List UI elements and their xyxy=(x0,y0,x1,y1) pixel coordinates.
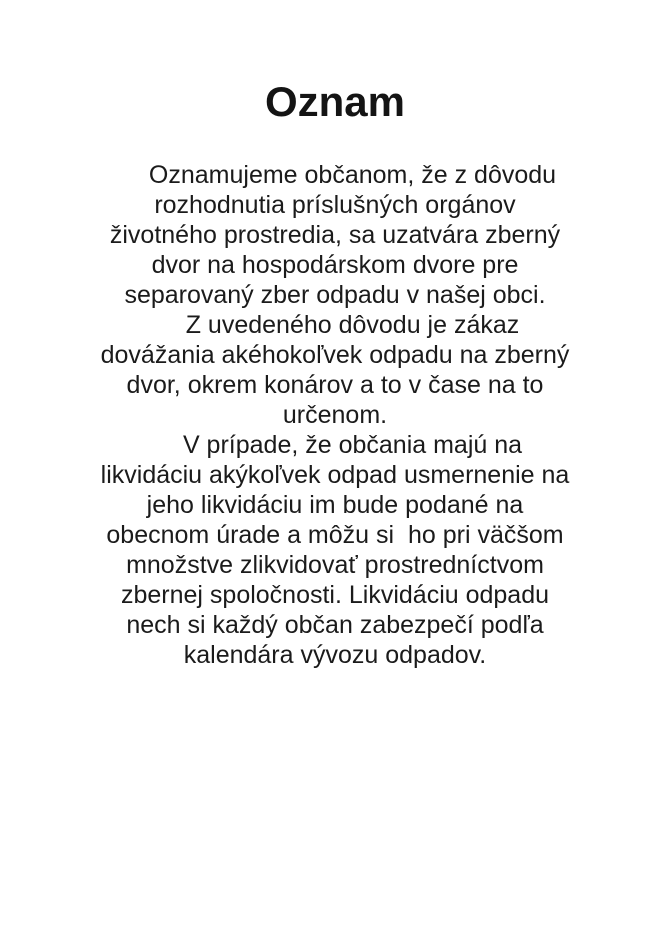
text-line: množstve zlikvidovať prostredníctvom xyxy=(126,551,544,579)
text-line: dvor, okrem konárov a to v čase na to xyxy=(126,371,544,399)
text-line: obecnom úrade a môžu si ho pri väčšom xyxy=(106,521,564,549)
text-line: V prípade, že občania majú na xyxy=(182,431,523,459)
text-line: kalendára vývozu odpadov. xyxy=(183,641,487,669)
text-line: Z uvedeného dôvodu je zákaz xyxy=(185,311,520,339)
text-line: zbernej spoločnosti. Likvidáciu odpadu xyxy=(120,581,550,609)
text-line: životného prostredia, sa uzatvára zberný xyxy=(109,221,561,249)
text-line: Oznamujeme občanom, že z dôvodu xyxy=(148,161,557,189)
text-line: dovážania akéhokoľvek odpadu na zberný xyxy=(100,341,570,369)
text-line: jeho likvidáciu im bude podané na xyxy=(146,491,524,519)
text-line: určenom. xyxy=(282,401,388,429)
text-line: separovaný zber odpadu v našej obci. xyxy=(124,281,546,309)
text-line: nech si každý občan zabezpečí podľa xyxy=(126,611,544,639)
text-line: likvidáciu akýkoľvek odpad usmernenie na xyxy=(100,461,570,489)
text-line: rozhodnutia príslušných orgánov xyxy=(154,191,516,219)
document-body xyxy=(15,160,655,670)
document-title: Oznam xyxy=(264,78,406,125)
text-line: dvor na hospodárskom dvore pre xyxy=(151,251,519,279)
